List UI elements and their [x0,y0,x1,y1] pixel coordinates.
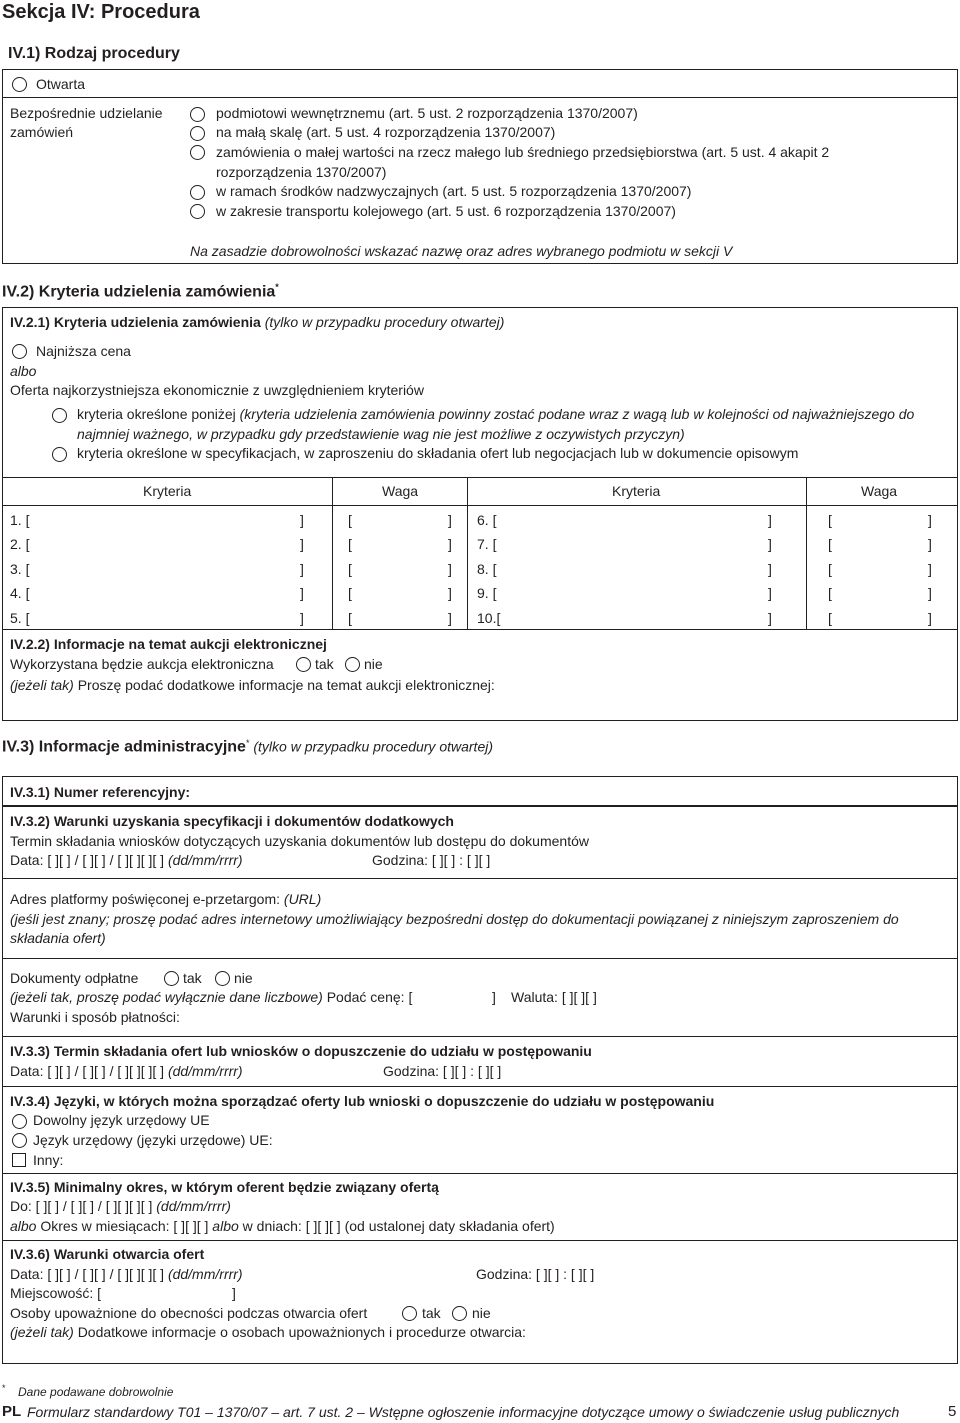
paid-docs-label: Dokumenty odpłatne [10,970,139,986]
divider [2,505,958,506]
iv31-title: IV.3.1) Numer referencyjny: [10,784,191,800]
radio-direct-internal[interactable] [190,107,205,122]
place-close: ] [232,1285,236,1301]
bracket-close: ] [768,610,772,626]
col-header-weight: Waga [382,483,419,499]
bracket-close: ] [300,512,304,528]
weight-input[interactable]: [ [828,536,832,552]
radio-auction-yes[interactable] [296,657,311,672]
payment-label: Warunki i sposób płatności: [10,1009,180,1025]
auction-more [10,677,495,693]
radio-direct-sme[interactable] [190,145,205,160]
iv32-deadline: Termin składania wniosków dotyczących uzyskania dokumentów lub dostępu do dokumentów [10,833,589,849]
bracket-close: ] [300,610,304,626]
lang-official-label: Język urzędowy (języki urzędowe) UE: [33,1132,273,1148]
weight-input[interactable]: [ [828,585,832,601]
weight-input[interactable]: [ [348,610,352,626]
bracket-close: ] [448,561,452,577]
criteria-input[interactable]: 4. [ [10,585,30,601]
radio-lang-any[interactable] [12,1114,27,1129]
divider [2,1240,958,1241]
lang-other-label: Inny: [33,1152,64,1168]
iv1-title: IV.1) Rodzaj procedury [8,45,180,62]
currency-field[interactable]: Waluta: [ ][ ][ ] [511,989,597,1005]
divider [2,1086,958,1087]
radio-lowest-price[interactable] [12,344,27,359]
radio-persons-no[interactable] [452,1306,467,1321]
bracket-close: ] [300,536,304,552]
criteria-input[interactable]: 3. [ [10,561,30,577]
iv32-time-field[interactable]: Godzina: [ ][ ] : [ ][ ] [372,852,491,868]
criteria-input[interactable]: 9. [ [477,585,497,601]
table-col-divider [467,477,468,629]
divider [2,878,958,879]
iv21-heading [10,314,504,330]
radio-criteria-below[interactable] [52,408,67,423]
date-format: (dd/mm/rrrr) [167,852,243,868]
bracket-close: ] [448,585,452,601]
option-open-label: Otwarta [36,76,86,92]
col-header-criteria: Kryteria [143,483,192,499]
bracket-close: ] [928,561,932,577]
persons-label: Osoby upoważnione do obecności podczas otwarcia ofert [10,1305,368,1321]
persons-more-cond: (jeżeli tak) [10,1324,74,1340]
bracket-close: ] [448,610,452,626]
criteria-input[interactable]: 7. [ [477,536,497,552]
iv33-date-line [10,1063,243,1079]
iv35-period-line [10,1218,555,1234]
weight-input[interactable]: [ [828,610,832,626]
footer-page-number: 5 [948,1403,957,1420]
albo-label: albo [212,1218,239,1234]
iv21-title: IV.2.1) Kryteria udzielenia zamówienia [10,314,261,330]
radio-criteria-spec[interactable] [52,447,67,462]
bracket-close: ] [928,585,932,601]
radio-auction-no[interactable] [345,657,360,672]
radio-open[interactable] [12,77,27,92]
footer-lang: PL [2,1403,22,1420]
price-close: ] [492,989,496,1005]
col-header-criteria-2: Kryteria [612,483,661,499]
weight-input[interactable]: [ [348,512,352,528]
iv35-title: IV.3.5) Minimalny okres, w którym oferent będzie związany ofertą [10,1179,439,1195]
iv34-title: IV.3.4) Języki, w których można sporządzać oferty lub wnioski o dopuszczenie do udziału w postępowaniu [10,1093,715,1109]
radio-direct-rail[interactable] [190,204,205,219]
bracket-close: ] [768,536,772,552]
platform-note-2: składania ofert) [10,930,106,946]
price-line [10,989,412,1005]
section-title: Sekcja IV: Procedura [2,1,200,23]
iv21-note: (tylko w przypadku procedury otwartej) [264,314,505,330]
criteria-input[interactable]: 5. [ [10,610,30,626]
option-label: na małą skalę (art. 5 ust. 4 rozporządzenia 1370/2007) [216,124,556,140]
auction-question: Wykorzystana będzie aukcja elektroniczna [10,656,274,672]
weight-input[interactable]: [ [348,561,352,577]
checkbox-lang-other[interactable] [12,1153,26,1167]
days-field[interactable]: w dniach: [ ][ ][ ] (od ustalonej daty składania ofert) [242,1218,555,1234]
divider [2,958,958,959]
platform-url-note: (URL) [283,891,322,907]
auction-no-label: nie [364,656,383,672]
platform-label: Adres platformy poświęconej e-przetargom: [10,891,281,907]
price-field[interactable]: Podać cenę: [ [326,989,413,1005]
criteria-input[interactable]: 6. [ [477,512,497,528]
bracket-close: ] [768,512,772,528]
divider [2,629,958,630]
weight-input[interactable]: [ [348,585,352,601]
criteria-spec-label: kryteria określone w specyfikacjach, w zaproszeniu do składania ofert lub negocjacjach lub w dokumencie opisowym [77,445,799,461]
criteria-input[interactable]: 2. [ [10,536,30,552]
meat-label: Oferta najkorzystniejsza ekonomicznie z uwzględnieniem kryteriów [10,382,424,398]
direct-label: Bezpośrednie udzielanie [10,105,163,121]
footnote-text: Dane podawane dobrowolnie [18,1385,174,1399]
bracket-close: ] [448,512,452,528]
iv36-time-field[interactable]: Godzina: [ ][ ] : [ ][ ] [476,1266,595,1282]
radio-direct-small[interactable] [190,126,205,141]
weight-input[interactable]: [ [348,536,352,552]
bracket-close: ] [448,536,452,552]
radio-paid-no[interactable] [215,971,230,986]
divider [2,97,958,98]
albo-label: albo [10,1218,37,1234]
iv36-date-field[interactable]: Data: [ ][ ] / [ ][ ] / [ ][ ][ ][ ] [10,1266,165,1282]
iv22-title: IV.2.2) Informacje na temat aukcji elektronicznej [10,636,327,652]
option-label: rozporządzenia 1370/2007) [216,164,387,180]
date-format: (dd/mm/rrrr) [156,1198,231,1214]
divider [2,1173,958,1174]
persons-more [10,1324,526,1340]
criteria-below-text: kryteria określone poniżej [77,406,236,422]
date-format: (dd/mm/rrrr) [167,1266,243,1282]
bracket-close: ] [300,585,304,601]
option-label: podmiotowi wewnętrznemu (art. 5 ust. 2 rozporządzenia 1370/2007) [216,105,638,121]
bracket-close: ] [928,536,932,552]
iv2-title [2,282,279,301]
place-field[interactable]: Miejscowość: [ [10,1285,102,1301]
bracket-close: ] [768,585,772,601]
footer-form-title: Formularz standardowy T01 – 1370/07 – art. 7 ust. 2 – Wstępne ogłoszenie informacyjne dotyczące umowy o świadczenie usług publicznych [27,1404,900,1420]
option-label: w zakresie transportu kolejowego (art. 5 ust. 6 rozporządzenia 1370/2007) [216,203,676,219]
albo-label: albo [10,363,37,379]
divider [2,477,958,478]
col-header-weight-2: Waga [861,483,898,499]
iv2-title-text: IV.2) Kryteria udzielenia zamówienia [2,283,276,301]
option-label: zamówienia o małej wartości na rzecz małego lub średniego przedsiębiorstwa (art. 5 ust. 4 akapit 2 [216,144,830,160]
divider [2,1036,958,1037]
iv32-title: IV.3.2) Warunki uzyskania specyfikacji i dokumentów dodatkowych [10,813,454,829]
radio-paid-yes[interactable] [164,971,179,986]
iv33-title: IV.3.3) Termin składania ofert lub wniosków o dopuszczenie do udziału w postępowaniu [10,1043,592,1059]
criteria-input[interactable]: 8. [ [477,561,497,577]
iv36-title: IV.3.6) Warunki otwarcia ofert [10,1246,205,1262]
iv3-title: IV.3) Informacje administracyjne [2,738,246,756]
weight-input[interactable]: [ [828,512,832,528]
weight-input[interactable]: [ [828,561,832,577]
auction-yes-label: tak [315,656,334,672]
criteria-input[interactable]: 10.[ [477,610,501,626]
auction-more-cond: (jeżeli tak) [10,677,74,693]
option-label: w ramach środków nadzwyczajnych (art. 5 ust. 5 rozporządzenia 1370/2007) [216,183,692,199]
radio-lang-official[interactable] [12,1133,27,1148]
date-format: (dd/mm/rrrr) [167,1063,243,1079]
bracket-close: ] [928,512,932,528]
lowest-price-label: Najniższa cena [36,343,131,359]
price-note: (jeżeli tak, proszę podać wyłącznie dane liczbowe) [10,989,323,1005]
radio-direct-emergency[interactable] [190,185,205,200]
iv35-date-field[interactable]: Do: [ ][ ] / [ ][ ] / [ ][ ][ ][ ] [10,1198,153,1214]
bracket-close: ] [768,561,772,577]
paid-yes-label: tak [183,970,202,986]
persons-no-label: nie [472,1305,491,1321]
iv32-date-field[interactable]: Data: [ ][ ] / [ ][ ] / [ ][ ][ ][ ] [10,852,165,868]
criteria-input[interactable]: 1. [ [10,512,30,528]
footnote-star: * [245,738,250,748]
footnote-marker: * [2,1383,6,1393]
radio-persons-yes[interactable] [402,1306,417,1321]
criteria-below-label [77,406,914,422]
iv36-date-line [10,1266,243,1282]
platform-note: (jeśli jest znany; proszę podać adres internetowy umożliwiający bezpośredni dostęp do dokumentacji powiązanej z niniejszym zaproszeniem do [10,911,899,927]
platform-line [10,891,321,907]
iv35-date-line [10,1198,231,1214]
persons-more-text: Dodatkowe informacje o osobach upoważnionych i procedurze otwarcia: [77,1324,526,1340]
iv33-time-field[interactable]: Godzina: [ ][ ] : [ ][ ] [383,1063,502,1079]
lang-any-label: Dowolny język urzędowy UE [33,1112,210,1128]
iv1-box [2,69,958,264]
table-col-divider [806,477,807,629]
iv32-date-line [10,852,243,868]
persons-yes-label: tak [422,1305,441,1321]
table-col-divider [332,477,333,629]
criteria-below-note-2: najmniej ważnego, w przypadku gdy przedstawienie wag nie jest możliwe z oczywistych przyczyn) [77,426,685,442]
direct-label-2: zamówień [10,124,74,140]
footnote-star: * [275,282,279,292]
paid-no-label: nie [234,970,253,986]
auction-more-text: Proszę podać dodatkowe informacje na temat aukcji elektronicznej: [77,677,495,693]
criteria-below-note: (kryteria udzielenia zamówienia powinny zostać podane wraz z wagą lub w kolejności od najważniejszego do [239,406,915,422]
bracket-close: ] [300,561,304,577]
iv1-note: Na zasadzie dobrowolności wskazać nazwę oraz adres wybranego podmiotu w sekcji V [190,243,733,259]
bracket-close: ] [928,610,932,626]
iv3-heading [2,738,493,757]
months-field[interactable]: Okres w miesiącach: [ ][ ][ ] [40,1218,209,1234]
iv3-note: (tylko w przypadku procedury otwartej) [253,738,494,755]
iv33-date-field[interactable]: Data: [ ][ ] / [ ][ ] / [ ][ ][ ][ ] [10,1063,165,1079]
